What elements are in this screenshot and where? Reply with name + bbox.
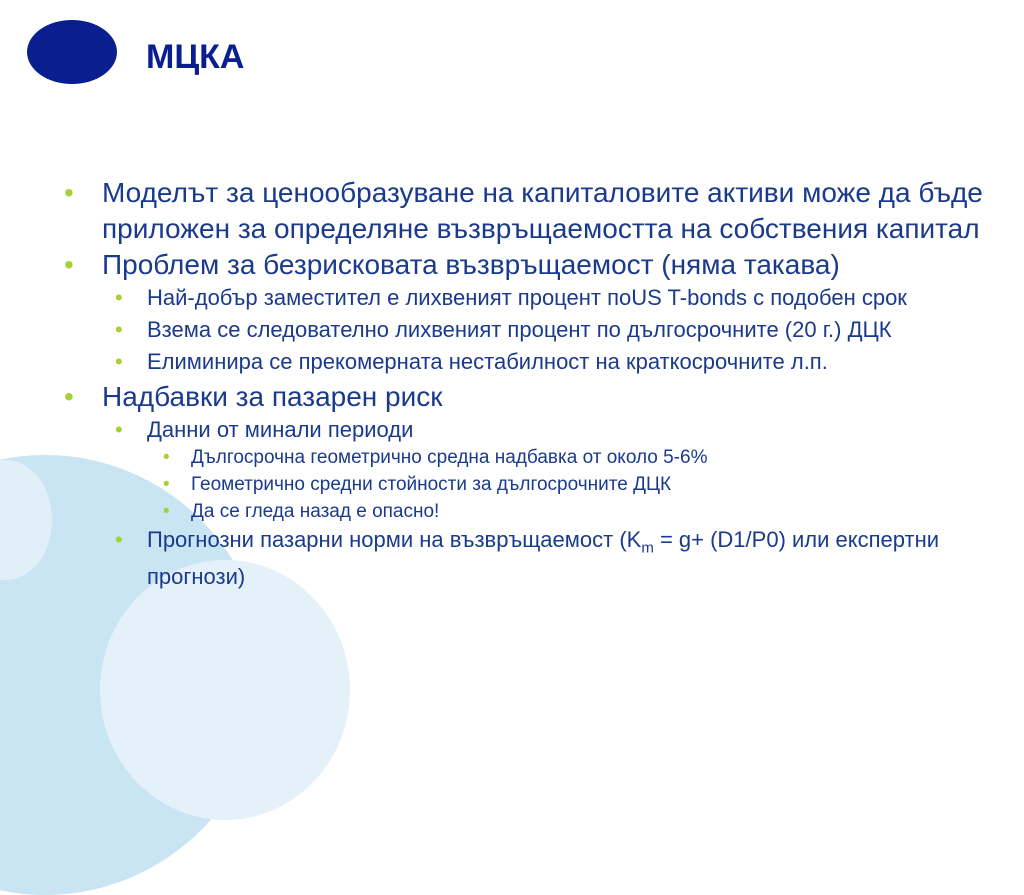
bullet-text: Да се гледа назад е опасно! xyxy=(191,501,440,522)
bullet-text xyxy=(147,527,939,589)
bullet-item-l3 xyxy=(60,471,990,498)
bullet-icon: • xyxy=(115,285,123,310)
bullet-text: Дългосрочна геометрично средна надбавка от около 5-6% xyxy=(191,447,708,468)
bullet-item-l1 xyxy=(60,247,990,283)
bullet-text: Елиминира се прекомерната нестабилност на краткосрочните л.п. xyxy=(147,349,828,374)
logo-oval xyxy=(27,20,117,84)
bullet-item-l3 xyxy=(60,444,990,471)
bullet-item-l2 xyxy=(60,283,990,312)
bullet-icon: • xyxy=(163,501,170,522)
bullet-icon: • xyxy=(115,317,123,342)
bullet-text: Моделът за ценообразуване на капиталовите активи може да бъде приложен за определяне възвръщаемостта на собствения капитал xyxy=(102,177,983,244)
bullet-text: Най-добър заместител е лихвеният процент поUS T-bonds с подобен срок xyxy=(147,285,907,310)
bullet-icon: • xyxy=(64,381,74,412)
bullet-icon: • xyxy=(64,177,74,208)
bullet-icon: • xyxy=(115,349,123,374)
bullet-text: Данни от минали периоди xyxy=(147,417,414,442)
bullet-icon: • xyxy=(115,417,123,442)
bullet-item-l3 xyxy=(60,498,990,525)
bullet-icon: • xyxy=(64,249,74,280)
bullet-item-l2 xyxy=(60,347,990,376)
bullet-text: Взема се следователно лихвеният процент по дългосрочните (20 г.) ДЦК xyxy=(147,317,892,342)
bullet-item-l2 xyxy=(60,315,990,344)
formula-text-before: Прогнозни пазарни норми на възвръщаемост (K xyxy=(147,527,642,552)
bullet-item-l1 xyxy=(60,379,990,415)
bullet-item-l2 xyxy=(60,525,990,591)
bullet-text: Надбавки за пазарен риск xyxy=(102,381,443,412)
bullet-icon: • xyxy=(115,527,123,552)
formula-subscript: m xyxy=(641,539,654,557)
bullet-text: Проблем за безрисковата възвръщаемост (няма такава) xyxy=(102,249,840,280)
slide-content xyxy=(60,175,990,591)
bullet-item-l1 xyxy=(60,175,990,247)
slide-title: МЦКА xyxy=(146,38,245,76)
bullet-item-l2 xyxy=(60,415,990,444)
background-circle-bottom xyxy=(100,560,350,820)
bullet-text: Геометрично средни стойности за дългосрочните ДЦК xyxy=(191,474,672,495)
formula-text-after: = g+ (D1/P0) или експертни прогнози) xyxy=(147,527,940,590)
bullet-icon: • xyxy=(163,447,170,468)
bullet-icon: • xyxy=(163,474,170,495)
